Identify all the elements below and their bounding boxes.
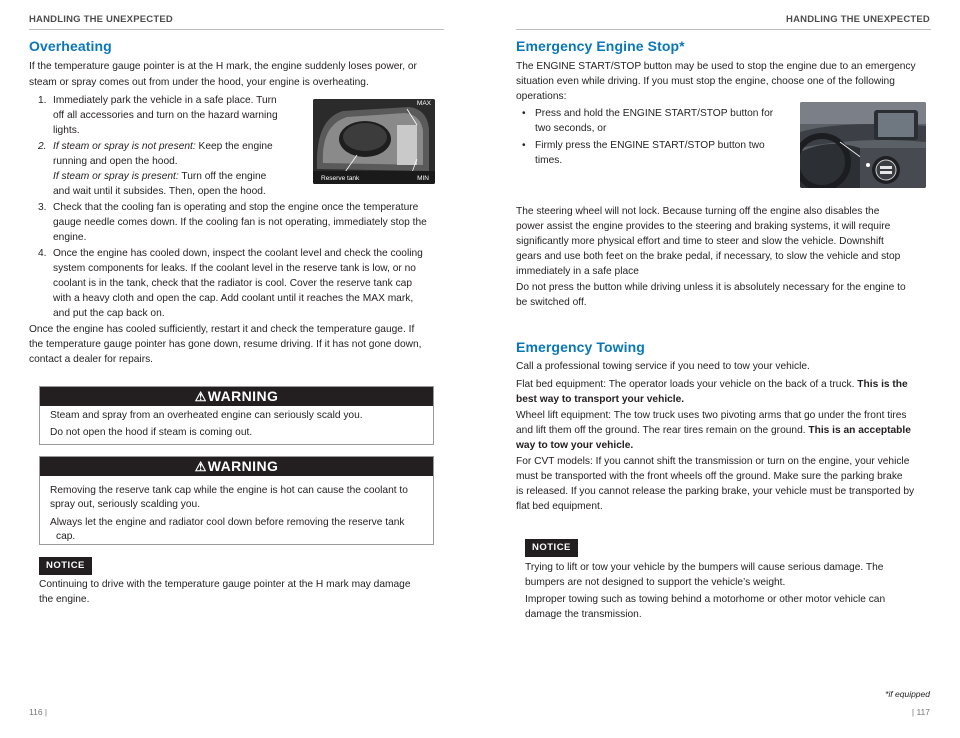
reserve-tank-label: Reserve tank [321,175,360,182]
step-number: 1. [38,95,47,106]
warning-text: Always let the engine and radiator cool down before removing the reserve tank [50,517,405,528]
notice-text: Trying to lift or tow your vehicle by the bumpers will cause serious damage. The [525,562,884,573]
wheel-lift-text: and lift them off the ground. The rear tires remain on the ground. [516,425,806,436]
step-text: Check that the cooling fan is operating and stop the engine once the temperature [53,202,419,213]
outro-line: the temperature gauge pointer has gone down, resume driving. If it has not gone down, [29,339,422,350]
notice-badge: NOTICE [525,539,578,557]
notice-text: Improper towing such as towing behind a motorhome or other motor vehicle can [525,594,886,605]
max-label: MAX [416,100,431,107]
section-title-towing: Emergency Towing [516,339,645,355]
warning-box-reserve-cap [39,456,434,545]
paragraph-line [516,377,908,393]
paragraph-line [516,423,911,439]
step-text: off all accessories and turn on the hazard warning [53,110,278,121]
warning-triangle-icon: ⚠ [194,459,207,474]
bullet-text: two seconds, or [535,123,607,134]
paragraph-line: flat bed equipment. [516,501,603,512]
towing-intro: Call a professional towing service if you need to tow your vehicle. [516,361,810,372]
flat-bed-emphasis: best way to transport your vehicle. [516,394,685,405]
step-number: 2. [38,141,47,152]
step-text: system components for leaks. If the coolant level in the reserve tank is low, or no [53,263,416,274]
outro-line: Once the engine has cooled sufficiently, restart it and check the temperature gauge. If [29,324,415,335]
step-text: Once the engine has cooled down, inspect the coolant level and check the cooling [53,248,423,259]
wheel-lift-emphasis: This is an acceptable [805,425,911,436]
paragraph-line: immediately in a safe place [516,266,639,277]
header-rule [29,29,444,30]
intro-line: situation even while driving. If you must stop the engine, choose one of the following [516,76,895,87]
notice-text: the engine. [39,594,90,605]
warning-text: Do not open the hood if steam is coming out. [50,427,253,438]
outro-line: contact a dealer for repairs. [29,354,154,365]
running-header: HANDLING THE UNEXPECTED [29,14,173,25]
step-text: and put the cap back on. [53,308,165,319]
step-text: Keep the engine [195,141,273,152]
step-text: coolant is in the tank, check that the radiator is cool. Cover the reserve tank cap [53,278,413,289]
dashboard-illustration [800,102,926,188]
notice-text: damage the transmission. [525,609,642,620]
paragraph-line: is released. If you cannot release the parking brake, your vehicle must be transported by [516,486,915,497]
flat-bed-text: Flat bed equipment: The operator loads your vehicle on the back of a truck. [516,379,855,390]
paragraph-line: gears and use both feet on the brake pedal, if necessary, to slow the vehicle and stop [516,251,901,262]
warning-header [40,387,433,406]
dashboard-image [800,102,926,188]
paragraph-line: significantly more physical effort and time to steer and slow the vehicle. Downshift [516,236,884,247]
bullet-text: times. [535,155,563,166]
page-number: | 117 [911,707,930,717]
footnote: *if equipped [885,689,930,699]
step-text: engine. [53,232,87,243]
running-header: HANDLING THE UNEXPECTED [786,14,930,25]
section-title-overheating: Overheating [29,38,112,54]
min-label: MIN [417,175,429,182]
step-text: with a heavy cloth and open the cap. Add coolant until it reaches the MAX mark, [53,293,414,304]
overheating-intro: If the temperature gauge pointer is at the H mark, the engine suddenly loses power, or steam or spray comes out from under the hood, your engine is overheating. [29,61,417,88]
bullet-text: Firmly press the ENGINE START/STOP button two [535,140,765,151]
warning-triangle-icon: ⚠ [194,389,207,404]
step-text: Turn off the engine [178,171,267,182]
paragraph-line: power assist the engine provides to the steering and braking systems, it will require [516,221,891,232]
intro-line: operations: [516,91,567,102]
paragraph-line: The steering wheel will not lock. Because turning off the engine also disables the [516,206,880,217]
step-text: Immediately park the vehicle in a safe place. Turn [53,95,277,106]
step-number: 3. [38,202,47,213]
right-page [480,0,960,738]
notice-text: Continuing to drive with the temperature gauge pointer at the H mark may damage [39,579,411,590]
paragraph-line: Do not press the button while driving unless it is absolutely necessary for the engine to [516,282,906,293]
warning-label: WARNING [207,388,279,404]
warning-text: Steam and spray from an overheated engine can seriously scald you. [50,410,363,421]
section-title-emergency-stop: Emergency Engine Stop* [516,38,685,54]
warning-label: WARNING [207,458,279,474]
header-rule [516,29,931,30]
step-text: running and open the hood. [53,156,178,167]
step-text: lights. [53,125,80,136]
paragraph-line: For CVT models: If you cannot shift the transmission or turn on the engine, your vehicle [516,456,910,467]
warning-text: Removing the reserve tank cap while the engine is hot can cause the coolant to [50,485,408,496]
bullet-dot: • [522,140,526,151]
step-text: gauge needle comes down. If the cooling fan is not operating, immediately stop the [53,217,427,228]
step-text: and wait until it subsides. Then, open the hood. [53,186,266,197]
warning-text: cap. [56,531,76,542]
step-text [53,139,273,155]
bullet-dot: • [522,108,526,119]
step-text [53,169,266,185]
reserve-tank-image [313,99,435,184]
wheel-lift-emphasis: way to tow your vehicle. [516,440,634,451]
paragraph-line: Wheel lift equipment: The tow truck uses two pivoting arms that go under the front tires [516,410,907,421]
page-number: 116 | [29,707,48,717]
paragraph-line: must be transported with the front wheels off the ground. Make sure the parking brake [516,471,903,482]
reserve-tank-illustration [313,99,435,184]
warning-box-steam [39,386,434,445]
flat-bed-emphasis: This is the [854,379,908,390]
warning-text: spray out, seriously scalding you. [50,499,201,510]
notice-badge: NOTICE [39,557,92,575]
notice-text: bumpers are not designed to support the vehicle’s weight. [525,577,786,588]
intro-line: The ENGINE START/STOP button may be used to stop the engine due to an emergency [516,61,916,72]
step-condition: If steam or spray is present: [53,171,179,182]
bullet-text: Press and hold the ENGINE START/STOP button for [535,108,774,119]
warning-header [40,457,433,476]
paragraph-line: be switched off. [516,297,587,308]
step-number: 4. [38,248,47,259]
step-condition: If steam or spray is not present: [53,141,196,152]
